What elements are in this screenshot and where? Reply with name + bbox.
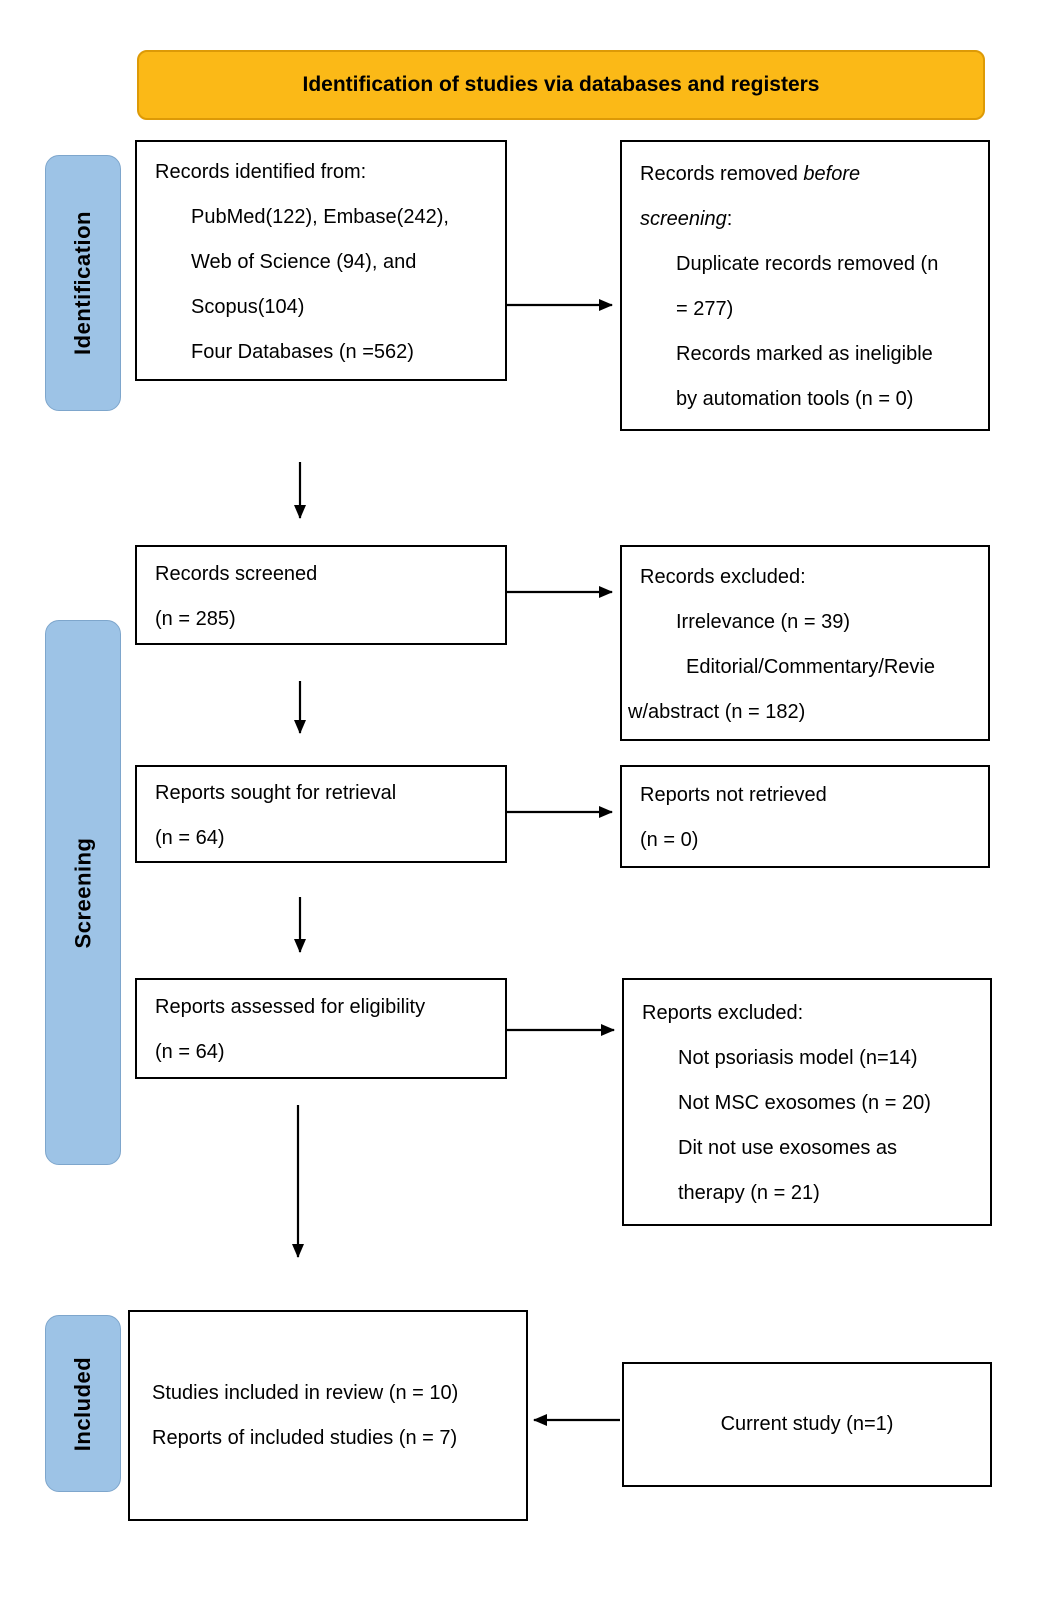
stage-label-identification <box>45 155 121 411</box>
box-line: Studies included in review (n = 10) <box>152 1381 459 1404</box>
box-line: Current study (n=1) <box>720 1413 894 1435</box>
box-text: : <box>726 208 733 230</box>
box-line: Records marked as ineligible <box>676 343 933 365</box>
box-line: by automation tools (n = 0) <box>676 388 914 410</box>
box-line: (n = 64) <box>155 1041 225 1063</box>
flow-box-current-study <box>622 1362 992 1487</box>
box-line: Not psoriasis model (n=14) <box>678 1047 918 1069</box>
box-line: (n = 64) <box>155 827 225 849</box>
italic-text: before <box>803 163 861 185</box>
flow-box-records-screened <box>135 545 507 645</box>
box-line: Records screened <box>155 563 318 585</box>
box-line: Reports assessed for eligibility <box>155 996 426 1018</box>
box-line: Dit not use exosomes as <box>678 1137 897 1159</box>
box-line: therapy (n = 21) <box>678 1182 820 1204</box>
flow-box-reports-excluded <box>622 978 992 1226</box>
italic-text: screening <box>640 208 727 230</box>
box-line: Reports excluded: <box>642 1002 804 1024</box>
box-line: (n = 0) <box>640 829 699 851</box>
stage-text: Included <box>70 1356 96 1451</box>
page-title: Identification of studies via databases and registers <box>302 73 820 96</box>
box-line: Duplicate records removed (n <box>676 253 939 275</box>
box-line: Scopus(104) <box>191 296 305 318</box>
box-line: Records identified from: <box>155 161 367 183</box>
flow-box-studies-included <box>128 1310 528 1521</box>
flow-box-reports-assessed <box>135 978 507 1079</box>
stage-text: Identification <box>70 211 96 355</box>
stage-text: Screening <box>70 837 95 948</box>
flow-box-records-excluded <box>620 545 990 741</box>
stage-label-screening <box>45 620 121 1165</box>
box-line: (n = 285) <box>155 608 236 630</box>
box-line: Editorial/Commentary/Revie <box>686 656 935 678</box>
box-text: Records removed <box>640 163 804 185</box>
box-line <box>640 152 970 197</box>
box-line: Records excluded: <box>640 566 806 588</box>
box-line: Web of Science (94), and <box>191 251 417 273</box>
box-line: Reports sought for retrieval <box>155 782 397 804</box>
box-line: PubMed(122), Embase(242), <box>191 206 449 228</box>
flow-box-reports-sought <box>135 765 507 863</box>
title-banner <box>137 50 985 120</box>
box-line: Not MSC exosomes (n = 20) <box>678 1092 931 1114</box>
box-line: Irrelevance (n = 39) <box>676 611 850 633</box>
flow-box-records-removed <box>620 140 990 431</box>
box-line <box>640 197 970 242</box>
box-line: Reports of included studies (n = 7) <box>152 1426 458 1449</box>
box-line: w/abstract (n = 182) <box>628 701 806 723</box>
stage-label-included <box>45 1315 121 1492</box>
box-line: Reports not retrieved <box>640 784 827 806</box>
flow-box-reports-not-retrieved <box>620 765 990 868</box>
box-line: = 277) <box>676 298 734 320</box>
flow-box-records-identified <box>135 140 507 381</box>
box-line: Four Databases (n =562) <box>191 341 414 363</box>
